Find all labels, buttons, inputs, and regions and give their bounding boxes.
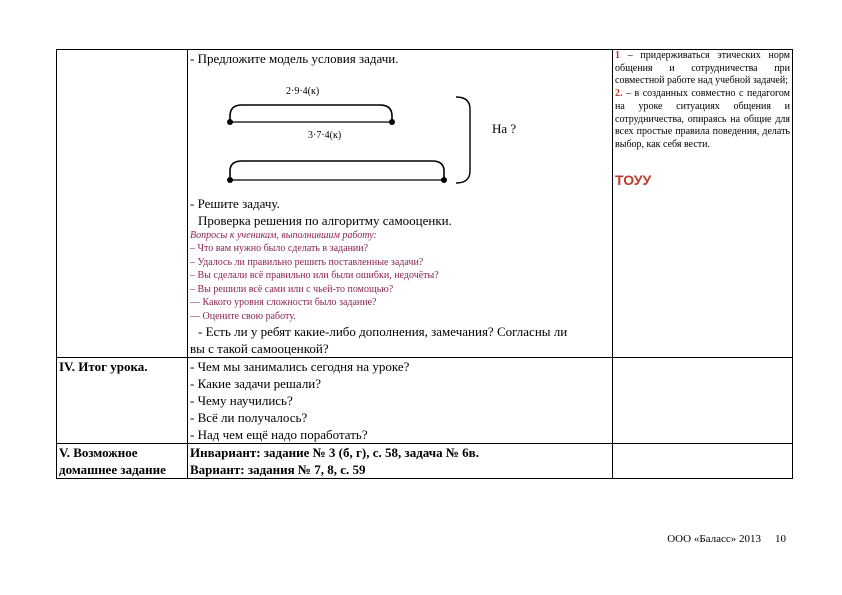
bottom-segment-start-point — [227, 177, 233, 183]
uud-item-2-number: 2. — [615, 88, 623, 100]
uud-cell — [613, 50, 793, 358]
difference-brace — [456, 97, 470, 183]
activity-cell-model — [188, 50, 613, 358]
stage-v-uud-empty — [613, 444, 793, 479]
model-intro: - Предложите модель условия задачи. — [190, 51, 399, 66]
question-item: – Что вам нужно было сделать в задании? — [190, 243, 369, 254]
self-check-instruction: Проверка решения по алгоритму самооценки. — [198, 213, 452, 228]
lesson-plan-table — [56, 49, 793, 479]
stage-iv-title: IV. Итог урока. — [57, 358, 188, 444]
uud-item-2-text: – в созданных совместно с педагогом на уроке ситуациях общения и сотрудничества, опираясь на общие для всех простые правила поведения, делать выбор, как себя вести. — [615, 88, 790, 150]
homework-invariant: Инвариант: задание № 3 (б, г), с. 58, задача № 6в. — [190, 445, 479, 460]
bottom-segment-label: 3·7·4(к) — [308, 130, 342, 141]
question-item: –– Оцените свою работу. — [190, 310, 296, 322]
bottom-segment-end-point — [441, 177, 447, 183]
page-number: 10 — [775, 533, 786, 545]
questions-title: Вопросы к ученикам, выполнившим работу: — [190, 230, 377, 241]
uud-item-2 — [615, 88, 790, 152]
question-item: – Вы решили всё сами или с чьей-то помощью? — [190, 283, 394, 295]
table-row-model — [57, 50, 793, 358]
stage-v-title: V. Возможное домашнее задание — [57, 444, 188, 479]
stage-cell-empty — [57, 50, 188, 358]
top-segment-bracket — [230, 105, 392, 122]
segment-model-graphic — [190, 67, 615, 195]
question-item: – Удалось ли правильно решить поставленные задачи? — [190, 256, 424, 268]
summary-question: - Всё ли получалось? — [190, 410, 308, 425]
uud-type-label: ТОУУ — [615, 171, 652, 188]
summary-question: - Чем мы занимались сегодня на уроке? — [190, 359, 410, 374]
summary-question: - Чему научились? — [190, 393, 293, 408]
question-item: – Вы сделали всё правильно или были ошибки, недочёты? — [190, 270, 439, 281]
stage-iv-uud-empty — [613, 358, 793, 444]
segment-model-diagram — [190, 67, 610, 195]
footer-publisher: ООО «Баласс» 2013 — [667, 533, 761, 545]
difference-question: На ? — [492, 121, 517, 136]
solve-instruction: - Решите задачу. — [190, 196, 280, 211]
closing-question-line2: вы с такой самооценкой? — [190, 341, 329, 356]
top-segment-end-point — [389, 119, 395, 125]
question-item: –– Какого уровня сложности было задание? — [190, 297, 377, 308]
summary-question: - Какие задачи решали? — [190, 376, 322, 391]
bottom-segment-bracket — [230, 161, 444, 180]
summary-question: - Над чем ещё надо поработать? — [190, 427, 368, 442]
uud-item-1-text: – придерживаться этических норм общения и сотрудничества при совместной работе над учебной задачей; — [615, 50, 790, 87]
page-footer — [653, 533, 786, 545]
homework-variant: Вариант: задания № 7, 8, с. 59 — [190, 462, 366, 477]
stage-iv-activity — [188, 358, 613, 444]
uud-item-1 — [615, 50, 790, 88]
top-segment-label: 2·9·4(к) — [286, 86, 320, 97]
uud-item-1-number: 1 — [615, 50, 620, 61]
stage-v-activity — [188, 444, 613, 479]
closing-question-line1: - Есть ли у ребят какие-либо дополнения, замечания? Согласны ли — [198, 324, 568, 339]
table-row-stage-iv — [57, 358, 793, 444]
table-row-stage-v — [57, 444, 793, 479]
